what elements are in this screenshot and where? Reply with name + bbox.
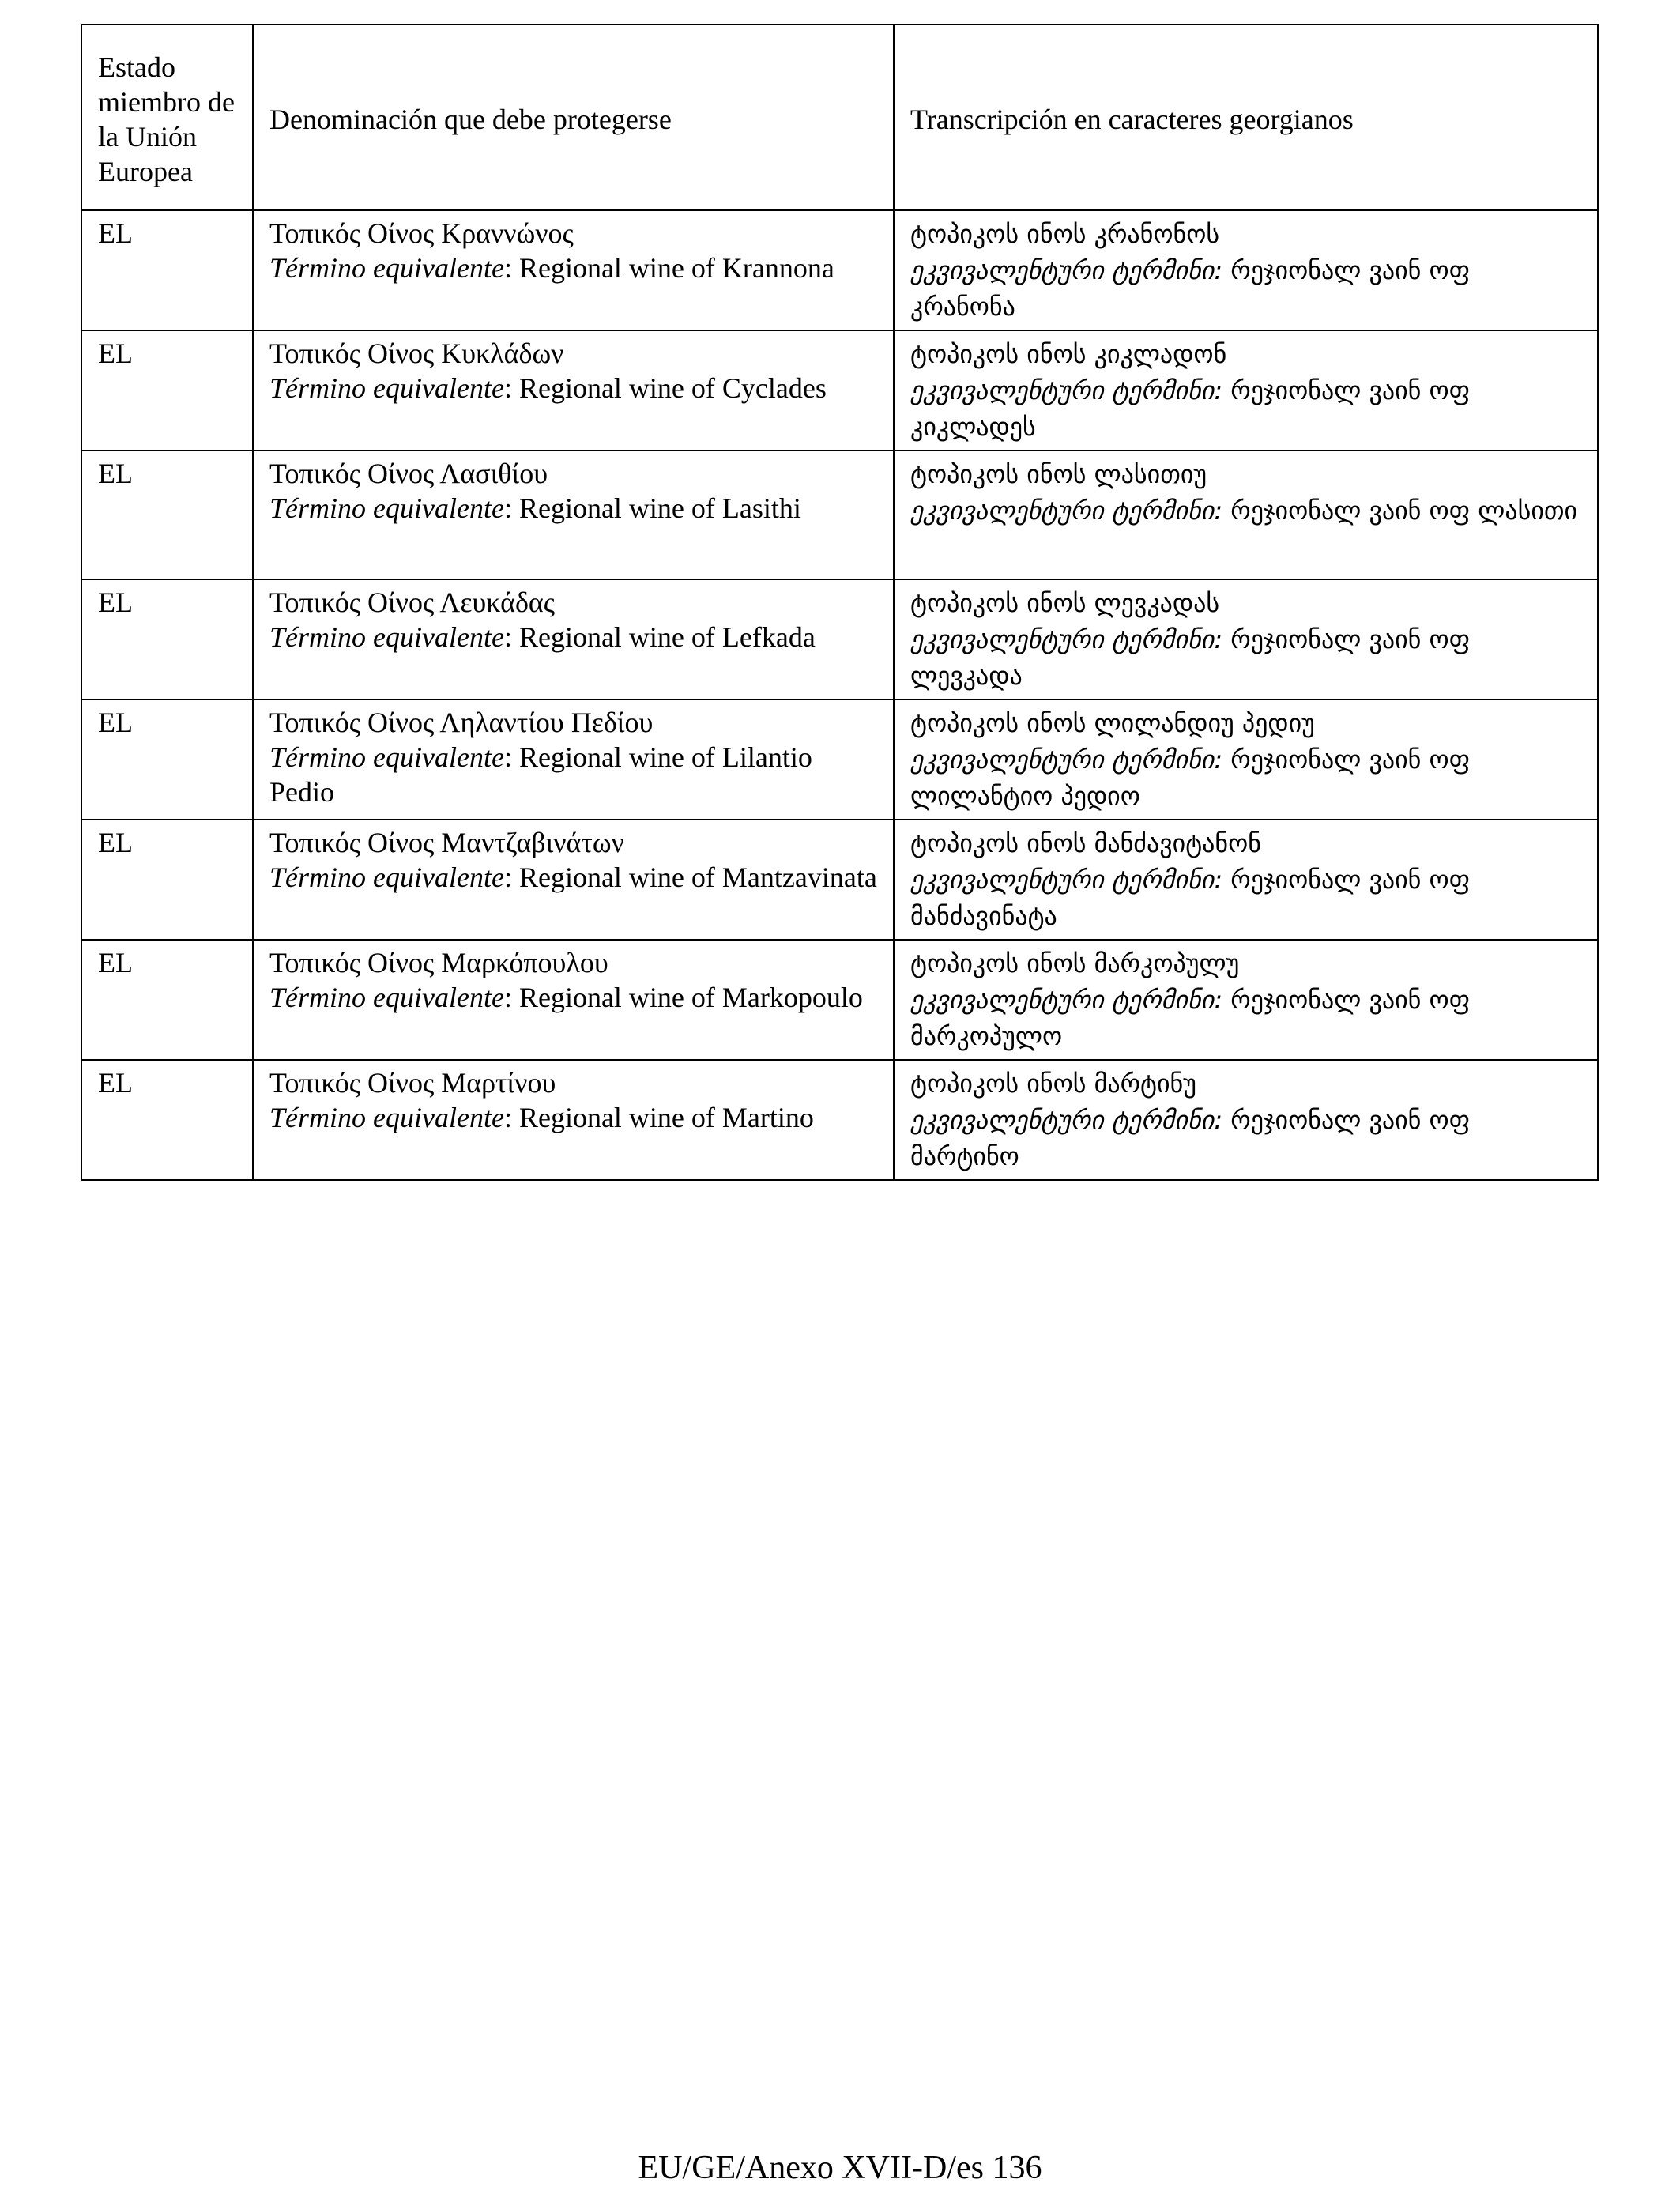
transcription-cell [894, 579, 1598, 699]
equivalent-label-geo: ეკვივალენტური ტერმინი: [910, 496, 1223, 526]
equivalent-label-geo: ეკვივალენტური ტერმინი: [910, 985, 1223, 1015]
transcription-cell [894, 820, 1598, 940]
equivalent-transcription-line [910, 741, 1581, 814]
protected-name: Τοπικός Οίνος Μαρτίνου [269, 1067, 556, 1099]
header-name: Denominación que debe protegerse [253, 25, 894, 210]
protected-name: Τοπικός Οίνος Μαντζαβινάτων [269, 827, 624, 858]
equivalent-term: Regional wine of Lefkada [518, 621, 816, 653]
protected-name: Τοπικός Οίνος Λευκάδας [269, 586, 556, 618]
equivalent-term: Regional wine of Martino [518, 1102, 814, 1133]
equivalent-label: Término equivalente [269, 1102, 504, 1133]
equivalent-line: Término equivalente: Regional wine of Cyclades [269, 372, 827, 404]
equivalent-term: Regional wine of Krannona [518, 252, 834, 284]
protected-name: Τοπικός Οίνος Κραννώνος [269, 217, 574, 249]
table-row [81, 579, 1598, 699]
state-cell: EL [81, 820, 253, 940]
transcription: ტოპიკოს ინოს ლასითიუ [910, 459, 1207, 489]
transcription: ტოპიკოს ინოს ლილანდიუ პედიუ [910, 708, 1315, 738]
table-row [81, 1060, 1598, 1180]
equivalent-line: Término equivalente: Regional wine of Mantzavinata [269, 861, 877, 893]
equivalent-transcription: რეჯიონალ ვაინ ოფ კრანონა [910, 255, 1471, 322]
equivalent-label-geo: ეკვივალენტური ტერმინი: [910, 1105, 1223, 1135]
transcription-cell [894, 330, 1598, 450]
transcription: ტოპიკოს ინოს კრანონოს [910, 219, 1220, 249]
state-cell: EL [81, 699, 253, 820]
protected-name: Τοπικός Οίνος Λασιθίου [269, 458, 548, 489]
header-state: Estado miembro de la Unión Europea [81, 25, 253, 210]
equivalent-label-geo: ეკვივალენტური ტერმინი: [910, 745, 1223, 775]
equivalent-label-geo: ეკვივალენტური ტერმინი: [910, 865, 1223, 895]
wine-names-table [81, 24, 1599, 1181]
transcription: ტოპიკოს ინოს მარტინუ [910, 1069, 1196, 1099]
state-cell: EL [81, 450, 253, 579]
transcription-cell [894, 210, 1598, 330]
equivalent-term: Regional wine of Lilantio Pedio [269, 741, 812, 808]
equivalent-line: Término equivalente: Regional wine of Lasithi [269, 492, 801, 524]
equivalent-label-geo: ეკვივალენტური ტერმინი: [910, 375, 1223, 405]
transcription: ტოპიკოს ინოს კიკლადონ [910, 339, 1227, 369]
protected-name: Τοπικός Οίνος Μαρκόπουλου [269, 947, 608, 978]
name-cell [253, 820, 894, 940]
name-cell [253, 450, 894, 579]
table-row [81, 820, 1598, 940]
name-cell [253, 940, 894, 1060]
table-row [81, 210, 1598, 330]
equivalent-transcription-line [910, 982, 1581, 1054]
equivalent-term: Regional wine of Markopoulo [518, 982, 863, 1013]
transcription: ტოპიკოს ინოს ლევკადას [910, 588, 1220, 618]
table-row [81, 450, 1598, 579]
table-row [81, 330, 1598, 450]
equivalent-transcription-line [910, 861, 1581, 934]
table-header-row [81, 25, 1598, 210]
equivalent-line: Término equivalente: Regional wine of Krannona [269, 252, 834, 284]
name-cell [253, 210, 894, 330]
name-cell [253, 330, 894, 450]
equivalent-transcription: რეჯიონალ ვაინ ოფ ლასითი [1230, 496, 1578, 526]
equivalent-label: Término equivalente [269, 741, 504, 773]
transcription-cell [894, 940, 1598, 1060]
equivalent-label: Término equivalente [269, 982, 504, 1013]
state-cell: EL [81, 330, 253, 450]
table-row [81, 699, 1598, 820]
equivalent-line: Término equivalente: Regional wine of Markopoulo [269, 982, 863, 1013]
state-cell: EL [81, 579, 253, 699]
equivalent-transcription: რეჯიონალ ვაინ ოფ მარტინო [910, 1105, 1471, 1171]
equivalent-line: Término equivalente: Regional wine of Martino [269, 1102, 814, 1133]
equivalent-label: Término equivalente [269, 372, 504, 404]
equivalent-label-geo: ეკვივალენტური ტერმინი: [910, 255, 1223, 285]
equivalent-label: Término equivalente [269, 621, 504, 653]
equivalent-line: Término equivalente: Regional wine of Lilantio Pedio [269, 741, 812, 808]
protected-name: Τοπικός Οίνος Κυκλάδων [269, 337, 564, 369]
transcription-cell [894, 699, 1598, 820]
equivalent-label: Término equivalente [269, 861, 504, 893]
equivalent-transcription-line [910, 252, 1581, 325]
state-cell: EL [81, 1060, 253, 1180]
equivalent-term: Regional wine of Cyclades [518, 372, 827, 404]
page-footer: EU/GE/Anexo XVII-D/es 136 [638, 2150, 1042, 2186]
equivalent-label-geo: ეკვივალენტური ტერმინი: [910, 624, 1223, 654]
equivalent-transcription-line [910, 621, 1581, 694]
equivalent-transcription-line [910, 1102, 1581, 1174]
table-row [81, 940, 1598, 1060]
name-cell [253, 1060, 894, 1180]
equivalent-transcription-line [910, 372, 1581, 445]
equivalent-transcription: რეჯიონალ ვაინ ოფ ლილანტიო პედიო [910, 745, 1471, 811]
equivalent-transcription-line [910, 492, 1581, 529]
equivalent-label: Término equivalente [269, 492, 504, 524]
header-transcription: Transcripción en caracteres georgianos [894, 25, 1598, 210]
transcription-cell [894, 1060, 1598, 1180]
equivalent-transcription: რეჯიონალ ვაინ ოფ მარკოპულო [910, 985, 1471, 1051]
name-cell [253, 699, 894, 820]
state-cell: EL [81, 940, 253, 1060]
state-cell: EL [81, 210, 253, 330]
protected-name: Τοπικός Οίνος Ληλαντίου Πεδίου [269, 707, 654, 738]
equivalent-transcription: რეჯიონალ ვაინ ოფ კიკლადეს [910, 375, 1471, 442]
equivalent-term: Regional wine of Lasithi [518, 492, 801, 524]
name-cell [253, 579, 894, 699]
equivalent-term: Regional wine of Mantzavinata [518, 861, 877, 893]
transcription-cell [894, 450, 1598, 579]
equivalent-transcription: რეჯიონალ ვაინ ოფ ლევკადა [910, 624, 1471, 691]
transcription: ტოპიკოს ინოს მანძავიტანონ [910, 828, 1262, 858]
equivalent-label: Término equivalente [269, 252, 504, 284]
transcription: ტოპიკოს ინოს მარკოპულუ [910, 948, 1240, 978]
equivalent-line: Término equivalente: Regional wine of Lefkada [269, 621, 816, 653]
equivalent-transcription: რეჯიონალ ვაინ ოფ მანძავინატა [910, 865, 1471, 931]
